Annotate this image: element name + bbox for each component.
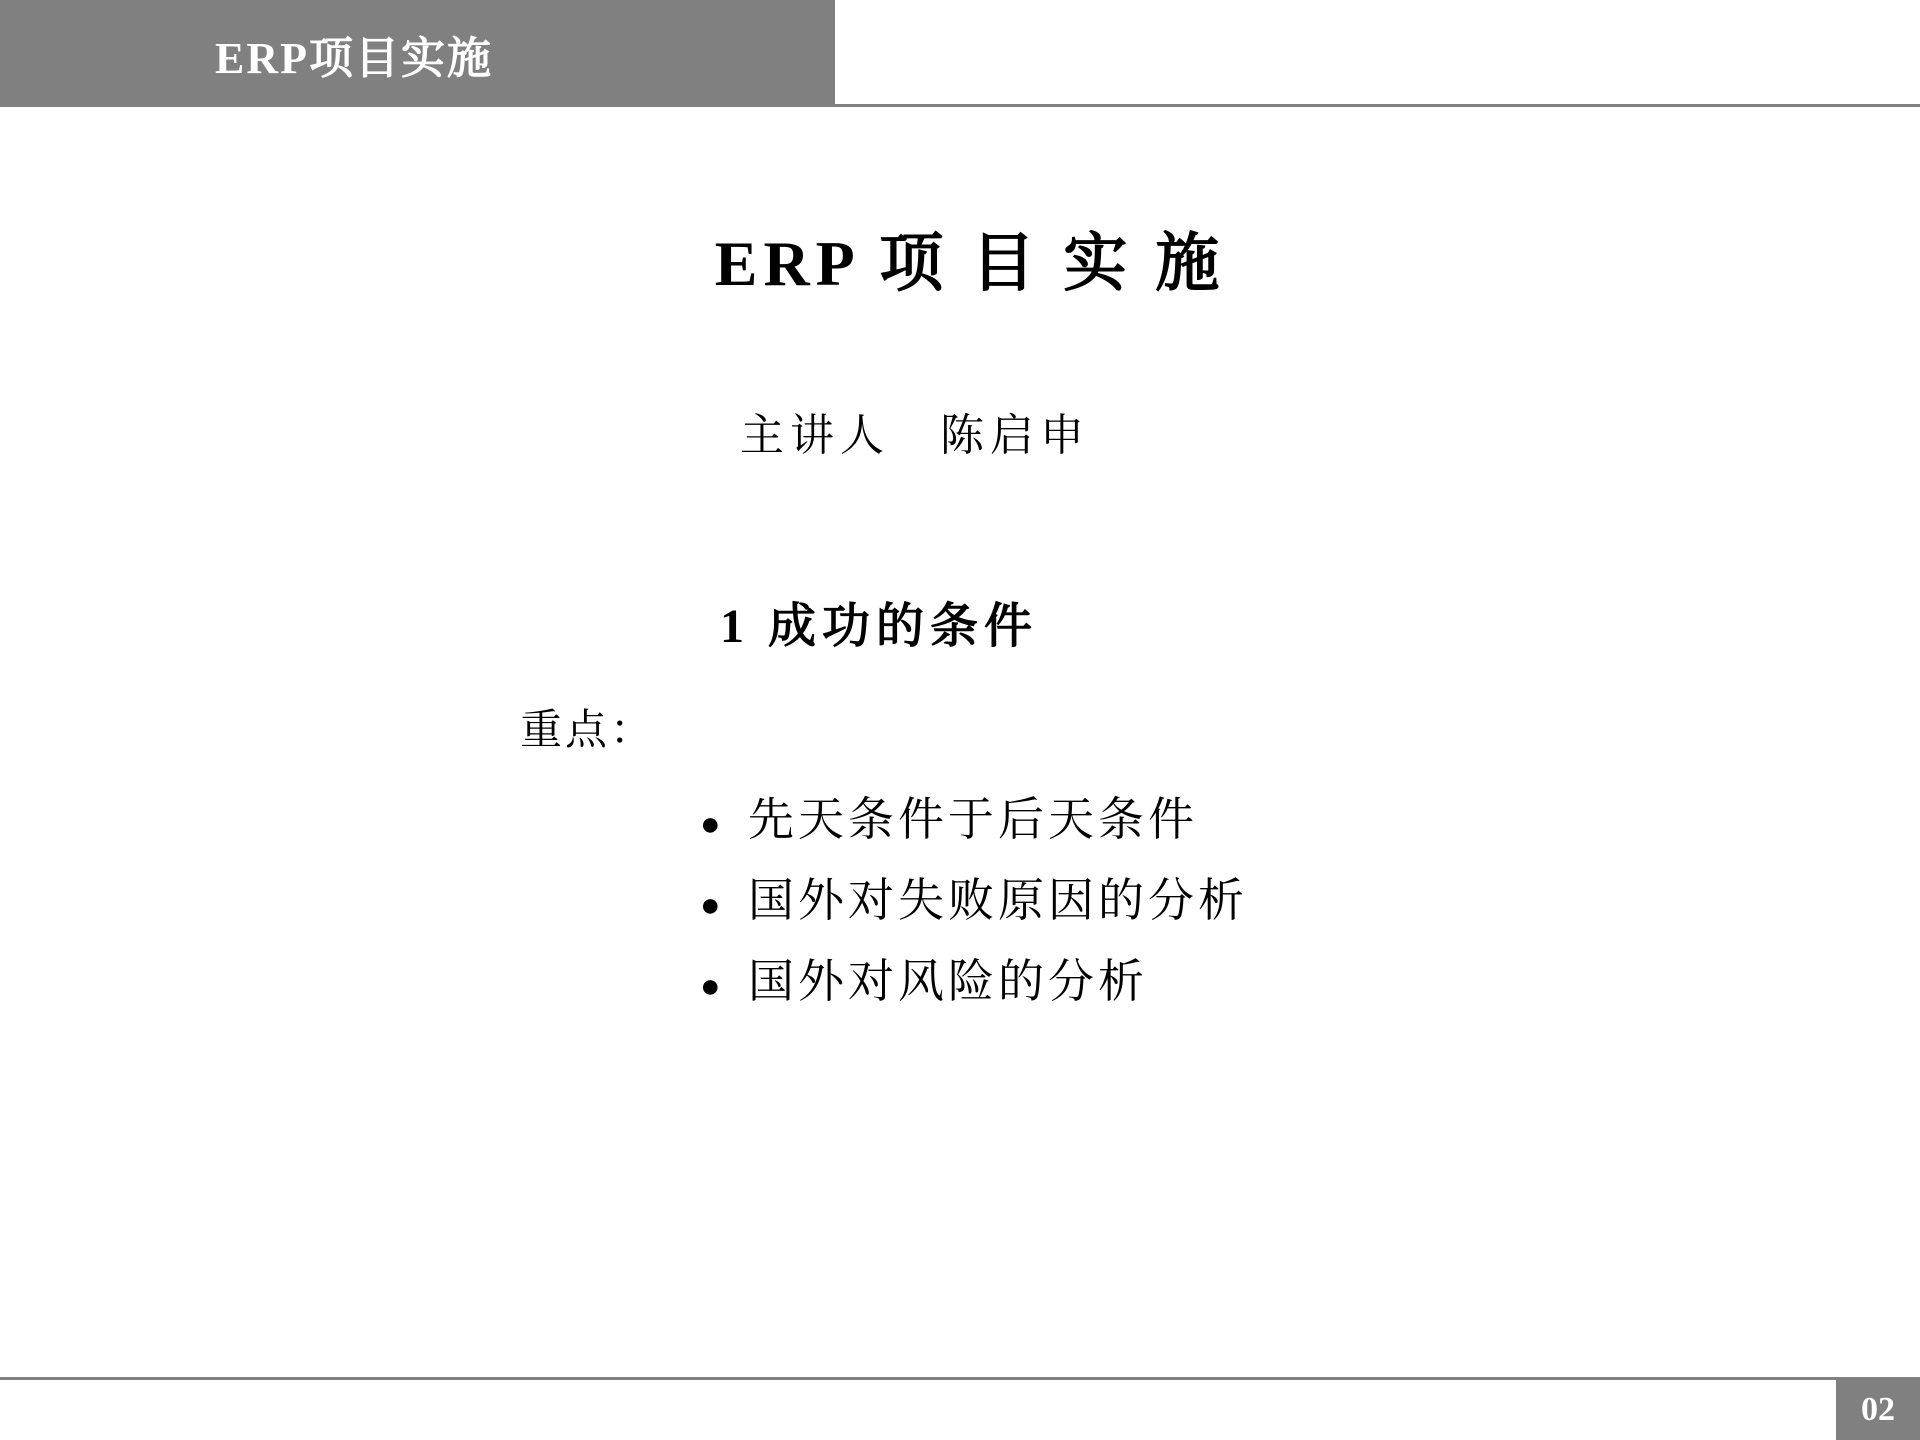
list-item <box>700 944 1248 1025</box>
bullet-dot-icon: ● <box>700 968 725 1005</box>
footer-divider-rule <box>0 1377 1920 1380</box>
page-number-badge: 02 <box>1836 1380 1920 1440</box>
header-title: ERP项目实施 <box>215 33 493 83</box>
section-heading: 1 成功的条件 <box>720 600 1039 653</box>
list-item <box>700 863 1248 944</box>
page-title: ERP 项 目 实 施 <box>714 228 1226 299</box>
list-item <box>700 782 1248 863</box>
bullet-list <box>700 782 1248 1025</box>
focus-label: 重点： <box>520 708 656 754</box>
header-band <box>0 0 835 107</box>
bullet-dot-icon: ● <box>700 806 725 843</box>
list-item-label: 国外对失败原因的分析 <box>748 875 1248 926</box>
list-item-label: 国外对风险的分析 <box>748 956 1148 1007</box>
presenter-line: 主讲人 陈启申 <box>740 411 1090 460</box>
bullet-dot-icon: ● <box>700 887 725 924</box>
slide-content <box>0 107 1920 1379</box>
list-item-label: 先天条件于后天条件 <box>748 794 1198 845</box>
